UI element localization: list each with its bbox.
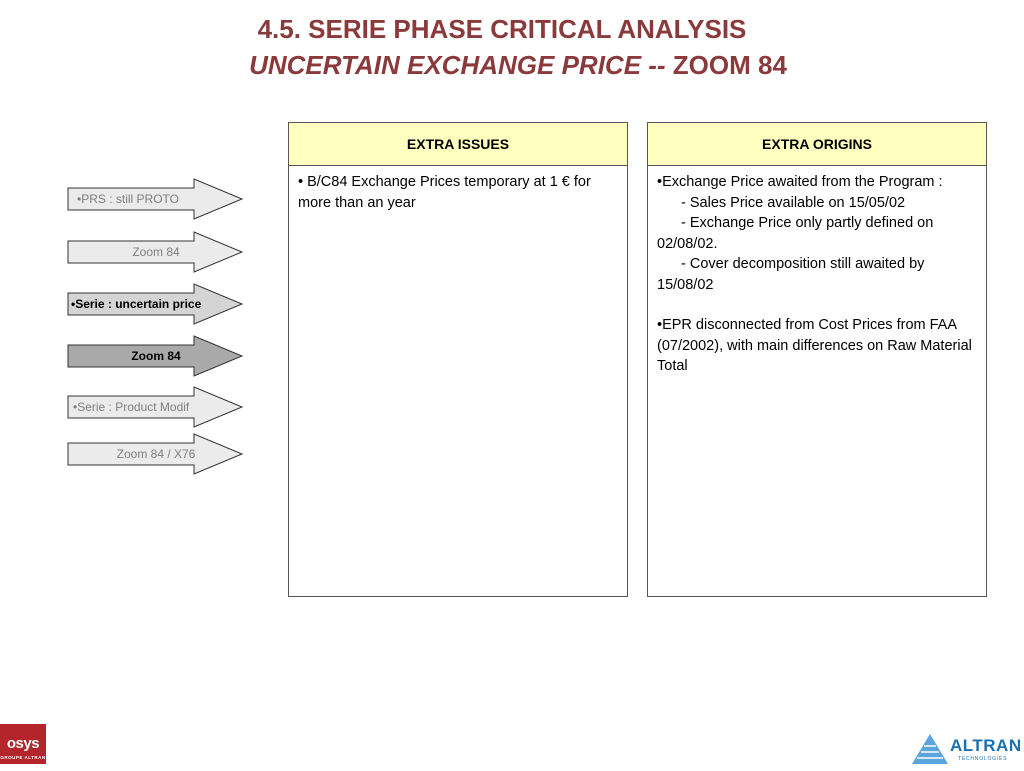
subtitle-italic: UNCERTAIN EXCHANGE PRICE -- [249, 50, 666, 80]
nav-arrow-label: Zoom 84 [132, 245, 180, 259]
origin-subitem-cont: 15/08/02 [657, 276, 714, 293]
origin-subitem: - Exchange Price only partly defined on [681, 215, 934, 231]
altran-logo [912, 732, 1024, 766]
nav-arrow-zoom-84[interactable] [67, 231, 244, 273]
extra-issues-panel [288, 122, 628, 597]
origin-subitem-cont: 02/08/02. [657, 235, 718, 252]
extra-issues-heading: EXTRA ISSUES [289, 123, 627, 166]
issue-item: • B/C84 Exchange Prices temporary at 1 € for more than an year [298, 174, 591, 211]
osys-logo-subtext: GROUPE ALTRAN [0, 755, 46, 760]
nav-arrow-zoom-84-x76[interactable] [67, 433, 244, 475]
origin-item-epr: •EPR disconnected from Cost Prices from FAA (07/2002), with main differences on Raw Material Total [657, 317, 972, 374]
origin-item-exchange: •Exchange Price awaited from the Program : [657, 174, 943, 190]
slide-subtitle [6, 50, 1024, 81]
nav-arrow-prs[interactable] [67, 178, 244, 220]
subtitle-plain: ZOOM 84 [665, 50, 787, 80]
nav-arrow-label: •Serie : Product Modif [73, 400, 190, 414]
extra-origins-panel [647, 122, 987, 597]
nav-arrow-label: •Serie : uncertain price [71, 297, 202, 311]
origin-subitem: - Sales Price available on 15/05/02 [681, 194, 906, 211]
osys-logo-text: osys [6, 735, 40, 752]
nav-arrow-label: Zoom 84 [131, 349, 181, 363]
altran-logo-text: ALTRAN [950, 736, 1022, 755]
extra-issues-body [289, 166, 627, 219]
extra-origins-body [648, 166, 986, 383]
nav-arrow-label: Zoom 84 / X76 [116, 447, 196, 461]
origin-subitem: - Cover decomposition still awaited by [681, 256, 925, 272]
nav-arrow-zoom-84-active[interactable] [67, 335, 244, 377]
osys-logo [0, 724, 46, 764]
slide-title: 4.5. SERIE PHASE CRITICAL ANALYSIS [257, 14, 747, 44]
nav-arrow-serie-price[interactable] [67, 283, 244, 325]
extra-origins-heading: EXTRA ORIGINS [648, 123, 986, 166]
nav-arrow-product-modif[interactable] [67, 386, 244, 428]
altran-logo-subtext: TECHNOLOGIES [958, 756, 1008, 762]
altran-pyramid-icon [912, 732, 952, 766]
nav-arrow-label: •PRS : still PROTO [77, 192, 179, 206]
